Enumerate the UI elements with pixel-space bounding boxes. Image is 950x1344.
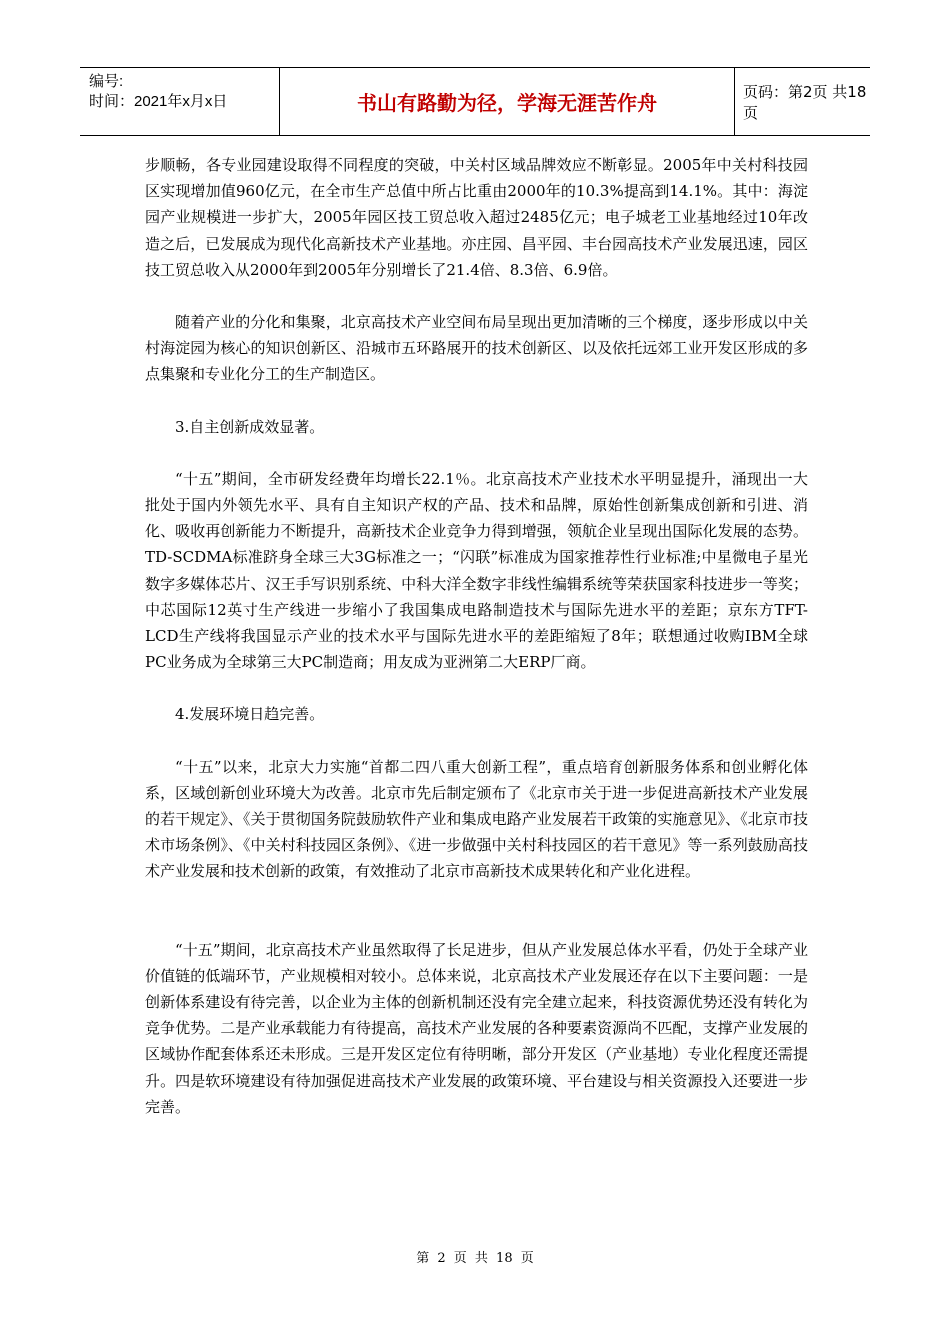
header-page-cell	[735, 68, 870, 135]
page-header	[80, 67, 870, 136]
paragraph-1: 步顺畅，各专业园建设取得不同程度的突破，中关村区域品牌效应不断彰显。2005年中关村科技园区实现增加值960亿元，在全市生产总值中所占比重由2000年的10.3%提高到14.1%。其中：海淀园产业规模进一步扩大，2005年园区技工贸总收入超过2485亿元；电子城老工业基地经过10年改造之后，已发展成为现代化高新技术产业基地。亦庄园、昌平园、丰台园高技术产业发展迅速，园区技工贸总收入从2000年到2005年分别增长了21.4倍、8.3倍、6.9倍。	[145, 156, 808, 279]
section-heading-3: 3.自主创新成效显著。	[175, 417, 325, 436]
page-footer	[0, 1247, 950, 1266]
paragraph-5: “十五”期间，北京高技术产业虽然取得了长足进步，但从产业发展总体水平看，仍处于全球产业价值链的低端环节，产业规模相对较小。总体来说，北京高技术产业发展还存在以下主要问题：一是创新体系建设有待完善，以企业为主体的创新机制还没有完全建立起来，科技资源优势还没有转化为竞争优势。二是产业承载能力有待提高，高技术产业发展的各种要素资源尚不匹配，支撑产业发展的区域协作配套体系还未形成。三是开发区定位有待明晰，部分开发区（产业基地）专业化程度还需提升。四是软环境建设有待加强促进高技术产业发展的政策环境、平台建设与相关资源投入还要进一步完善。	[145, 940, 808, 1116]
motto-text: 书山有路勤为径，学海无涯苦作舟	[357, 91, 657, 115]
header-info-cell	[80, 68, 280, 135]
header-motto-cell	[280, 68, 735, 135]
paragraph-2: 随着产业的分化和集聚，北京高技术产业空间布局呈现出更加清晰的三个梯度，逐步形成以中关村海淀园为核心的知识创新区、沿城市五环路展开的技术创新区、以及依托远郊工业开发区形成的多点集聚和专业化分工的生产制造区。	[145, 313, 808, 384]
paragraph-4: “十五”以来，北京大力实施“首都二四八重大创新工程”，重点培育创新服务体系和创业孵化体系，区域创新创业环境大为改善。北京市先后制定颁布了《北京市关于进一步促进高新技术产业发展的若干规定》、《关于贯彻国务院鼓励软件产业和集成电路产业发展若干政策的实施意见》、《北京市技术市场条例》、《中关村科技园区条例》、《进一步做强中关村科技园区的若干意见》等一系列鼓励高技术产业发展和技术创新的政策，有效推动了北京市高新技术成果转化和产业化进程。	[145, 757, 808, 881]
page-code: 页码：第2页 共18页	[743, 82, 867, 122]
doc-number-label: 编号:	[89, 73, 124, 90]
footer-page-number: 第 2 页 共 18 页	[416, 1251, 534, 1266]
document-body	[145, 152, 808, 1120]
paragraph-3: “十五”期间，全市研发经费年均增长22.1％。北京高技术产业技术水平明显提升，涌现出一大批处于国内外领先水平、具有自主知识产权的产品、技术和品牌，原始性创新集成创新和引进、消化、吸收再创新能力不断提升，高新技术企业竞争力得到增强，领航企业呈现出国际化发展的态势。TD-SCDMA标准跻身全球三大3G标准之一；“闪联”标准成为国家推荐性行业标准;中星微电子星光数字多媒体芯片、汉王手写识别系统、中科大洋全数字非线性编辑系统等荣获国家科技进步一等奖；中芯国际12英寸生产线进一步缩小了我国集成电路制造技术与国际先进水平的差距；京东方TFT-LCD生产线将我国显示产业的技术水平与国际先进水平的差距缩短了8年；联想通过收购IBM全球PC业务成为全球第三大PC制造商；用友成为亚洲第二大ERP厂商。	[145, 469, 808, 672]
section-heading-4: 4.发展环境日趋完善。	[175, 705, 325, 724]
date-label: 时间：2021年x月x日	[89, 93, 228, 110]
